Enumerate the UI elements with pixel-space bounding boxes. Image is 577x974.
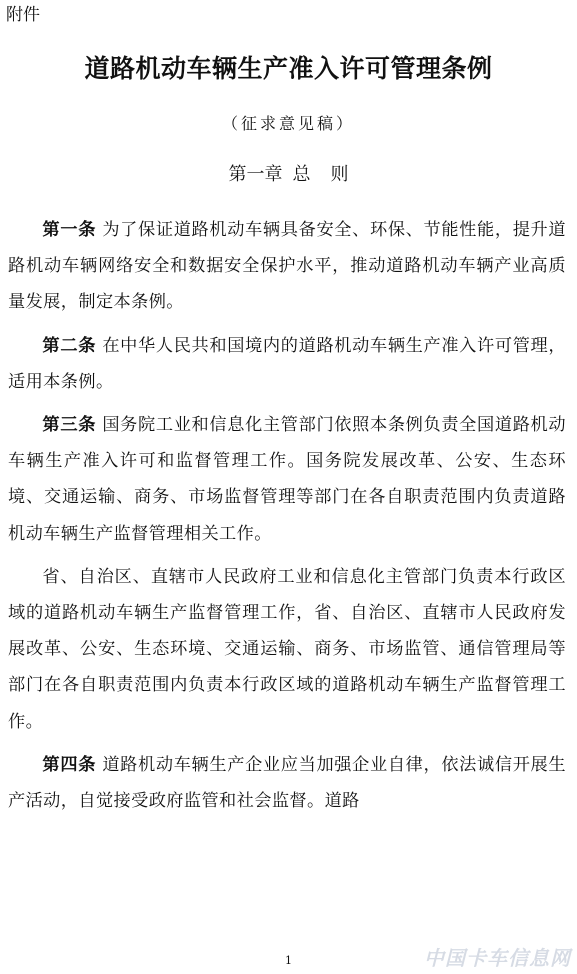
article-number: 第三条 <box>42 415 97 436</box>
article-text: 道路机动车辆生产企业应当加强企业自律，依法诚信开展生产活动，自觉接受政府监管和社会监督。道路 <box>8 754 566 812</box>
article-text: 在中华人民共和国境内的道路机动车辆生产准入许可管理，适用本条例。 <box>8 335 566 392</box>
article-text: 省、自治区、直辖市人民政府工业和信息化主管部门负责本行政区域的道路机动车辆生产监督管理工作，省、自治区、直辖市人民政府发展改革、公安、生态环境、交通运输、商务、市场监管、通信管理局等部门在各自职责范围内负责本行政区域的道路机动车辆生产监督管理工作。 <box>8 566 566 732</box>
article-text: 国务院工业和信息化主管部门依照本条例负责全国道路机动车辆生产准入许可和监督管理工作。国务院发展改革、公安、生态环境、交通运输、商务、市场监督管理等部门在各自职责范围内负责道路机动车辆生产监督管理相关工作。 <box>8 415 566 544</box>
article-paragraph <box>8 212 566 321</box>
document-body <box>8 212 566 826</box>
article-paragraph <box>8 407 566 552</box>
chapter-name-part1: 总 <box>292 164 311 185</box>
attachment-label: 附件 <box>6 5 40 25</box>
document-title: 道路机动车辆生产准入许可管理条例 <box>84 54 493 83</box>
page-number: 1 <box>285 954 292 967</box>
chapter-number: 第一章 <box>228 164 283 185</box>
article-number: 第一条 <box>42 220 97 240</box>
article-paragraph <box>8 328 566 400</box>
watermark-logo: 中国卡车信息网 <box>424 946 571 970</box>
article-paragraph <box>8 747 566 819</box>
article-number: 第二条 <box>42 335 97 356</box>
chapter-name-part2: 则 <box>330 164 349 185</box>
article-text: 为了保证道路机动车辆具备安全、环保、节能性能，提升道路机动车辆网络安全和数据安全保护水平，推动道路机动车辆产业高质量发展，制定本条例。 <box>8 220 566 313</box>
article-paragraph <box>8 559 566 740</box>
article-number: 第四条 <box>42 754 97 775</box>
document-subtitle: （征求意见稿） <box>221 114 355 133</box>
chapter-heading <box>0 162 577 188</box>
